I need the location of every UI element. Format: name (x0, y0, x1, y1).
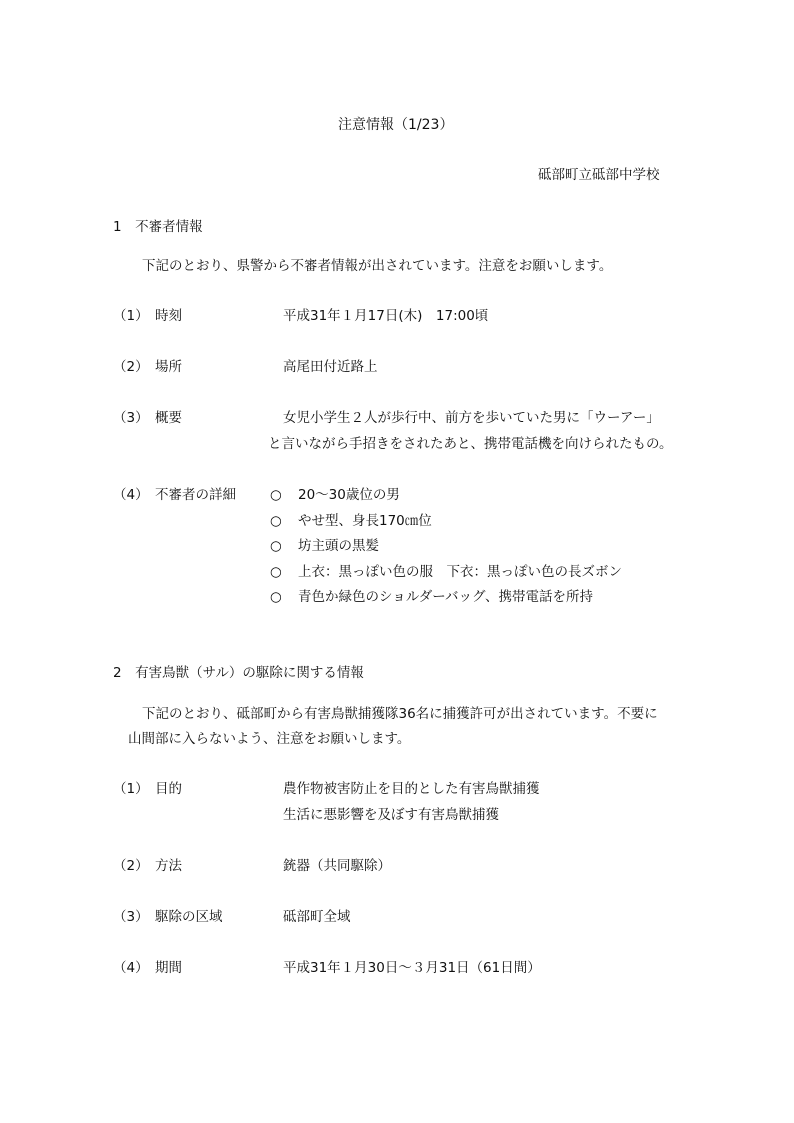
detail-line: 坊主頭の黒髪 (298, 538, 379, 554)
item-label: 駆除の区域 (155, 909, 223, 925)
item-value: 高尾田付近路上 (283, 359, 378, 375)
detail-line: やせ型、身長170㎝位 (298, 513, 432, 529)
item-value: 平成31年１月17日(木) 17:00頃 (283, 308, 489, 324)
section1-heading: 1 不審者情報 (113, 219, 203, 235)
bullet-icon: ○ (270, 589, 282, 605)
item-value: 銃器（共同駆除） (283, 858, 391, 874)
item-number: （4） (113, 487, 149, 503)
item-label: 概要 (155, 410, 182, 426)
item-number: （1） (113, 308, 149, 324)
section2-intro: 山間部に入らないよう、注意をお願いします。 (128, 731, 411, 747)
item-label: 不審者の詳細 (155, 487, 236, 503)
item-label: 目的 (155, 781, 182, 797)
item-label: 方法 (155, 858, 182, 874)
section2-heading: 2 有害鳥獣（サル）の駆除に関する情報 (113, 665, 364, 681)
item-number: （3） (113, 410, 149, 426)
item-value: 生活に悪影響を及ぼす有害鳥獣捕獲 (283, 807, 499, 823)
item-label: 場所 (155, 359, 182, 375)
item-label: 時刻 (155, 308, 182, 324)
bullet-icon: ○ (270, 538, 282, 554)
item-number: （3） (113, 909, 149, 925)
detail-line: 青色か緑色のショルダーバッグ、携帯電話を所持 (298, 589, 593, 605)
item-value: 平成31年１月30日～３月31日（61日間） (283, 960, 541, 976)
bullet-icon: ○ (270, 564, 282, 580)
bullet-icon: ○ (270, 513, 282, 529)
item-value: 女児小学生２人が歩行中、前方を歩いていた男に「ウーアー」 (283, 410, 660, 426)
detail-line: 20～30歳位の男 (298, 487, 400, 503)
item-number: （2） (113, 359, 149, 375)
item-value: 砥部町全域 (283, 909, 351, 925)
item-number: （2） (113, 858, 149, 874)
document-title: 注意情報（1/23） (338, 117, 454, 133)
detail-line: 上衣：黒っぽい色の服 下衣：黒っぽい色の長ズボン (298, 564, 622, 580)
item-number: （4） (113, 960, 149, 976)
item-value: と言いながら手招きをされたあと、携帯電話機を向けられたもの。 (268, 436, 673, 452)
item-label: 期間 (155, 960, 182, 976)
school-name: 砥部町立砥部中学校 (538, 167, 660, 183)
section1-intro: 下記のとおり、県警から不審者情報が出されています。注意をお願いします。 (142, 258, 613, 274)
bullet-icon: ○ (270, 487, 282, 503)
section2-intro: 下記のとおり、砥部町から有害鳥獣捕獲隊36名に捕獲許可が出されています。不要に (142, 706, 658, 722)
item-number: （1） (113, 781, 149, 797)
item-value: 農作物被害防止を目的とした有害鳥獣捕獲 (283, 781, 540, 797)
